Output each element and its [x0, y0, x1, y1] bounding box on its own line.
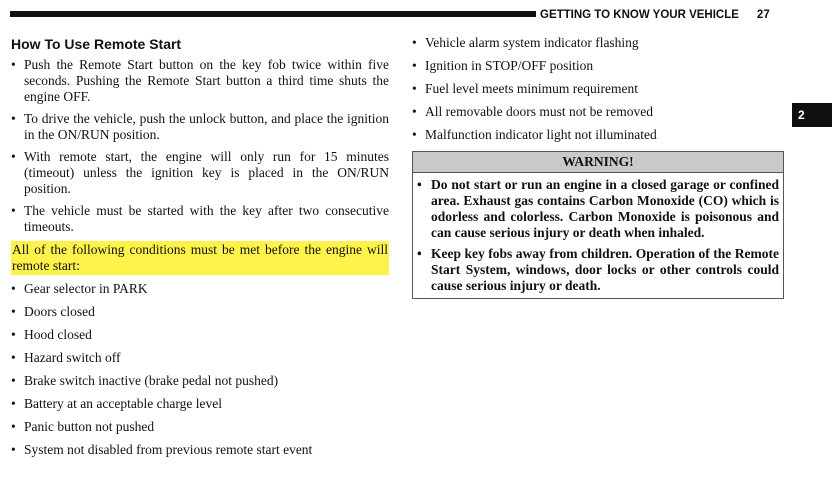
highlighted-conditions-intro: [11, 241, 389, 275]
condition-item: • Ignition in STOP/OFF position: [412, 58, 786, 74]
running-header: [540, 7, 790, 23]
warning-item: • Keep key fobs away from children. Operation of the Remote Start System, windows, door locks or other controls could cause serious injury or death.: [417, 246, 779, 294]
section-heading: How To Use Remote Start: [11, 36, 182, 52]
header-rule: [10, 11, 536, 17]
condition-item: • Doors closed: [11, 304, 389, 320]
warning-list: [417, 177, 779, 294]
instruction-item: • To drive the vehicle, push the unlock button, and place the ignition in the ON/RUN position.: [11, 111, 389, 143]
right-column: [412, 35, 786, 299]
warning-body: [413, 173, 783, 298]
chapter-tab: 2: [792, 103, 832, 127]
condition-item: • Panic button not pushed: [11, 419, 389, 435]
condition-item: • Malfunction indicator light not illuminated: [412, 127, 786, 143]
conditions-list: [11, 281, 389, 458]
condition-item: • System not disabled from previous remote start event: [11, 442, 389, 458]
warning-title: WARNING!: [413, 152, 783, 173]
warning-box: [412, 151, 784, 299]
condition-item: • Brake switch inactive (brake pedal not pushed): [11, 373, 389, 389]
condition-item: • Fuel level meets minimum requirement: [412, 81, 786, 97]
condition-item: • All removable doors must not be removed: [412, 104, 786, 120]
condition-item: • Vehicle alarm system indicator flashing: [412, 35, 786, 51]
warning-item: • Do not start or run an engine in a closed garage or confined area. Exhaust gas contains Carbon Monoxide (CO) which is odorless and colorless. Carbon Monoxide is poisonous and can cause serious injury or death when inhaled.: [417, 177, 779, 241]
left-column: [11, 35, 389, 465]
instruction-item: • Push the Remote Start button on the key fob twice within five seconds. Pushing the Remote Start button a third time shuts the engine OFF.: [11, 57, 389, 105]
condition-item: • Battery at an acceptable charge level: [11, 396, 389, 412]
instruction-item: • With remote start, the engine will only run for 15 minutes (timeout) unless the ignition key is placed in the ON/RUN position.: [11, 149, 389, 197]
conditions-list-continued: [412, 35, 786, 143]
page-number: 27: [756, 9, 770, 21]
instructions-list: [11, 57, 389, 235]
condition-item: • Hazard switch off: [11, 350, 389, 366]
section-title: GETTING TO KNOW YOUR VEHICLE: [540, 9, 739, 21]
instruction-item: • The vehicle must be started with the key after two consecutive timeouts.: [11, 203, 389, 235]
condition-item: • Gear selector in PARK: [11, 281, 389, 297]
condition-item: • Hood closed: [11, 327, 389, 343]
conditions-intro-text: All of the following conditions must be met before the engine will remote start:: [12, 242, 388, 273]
